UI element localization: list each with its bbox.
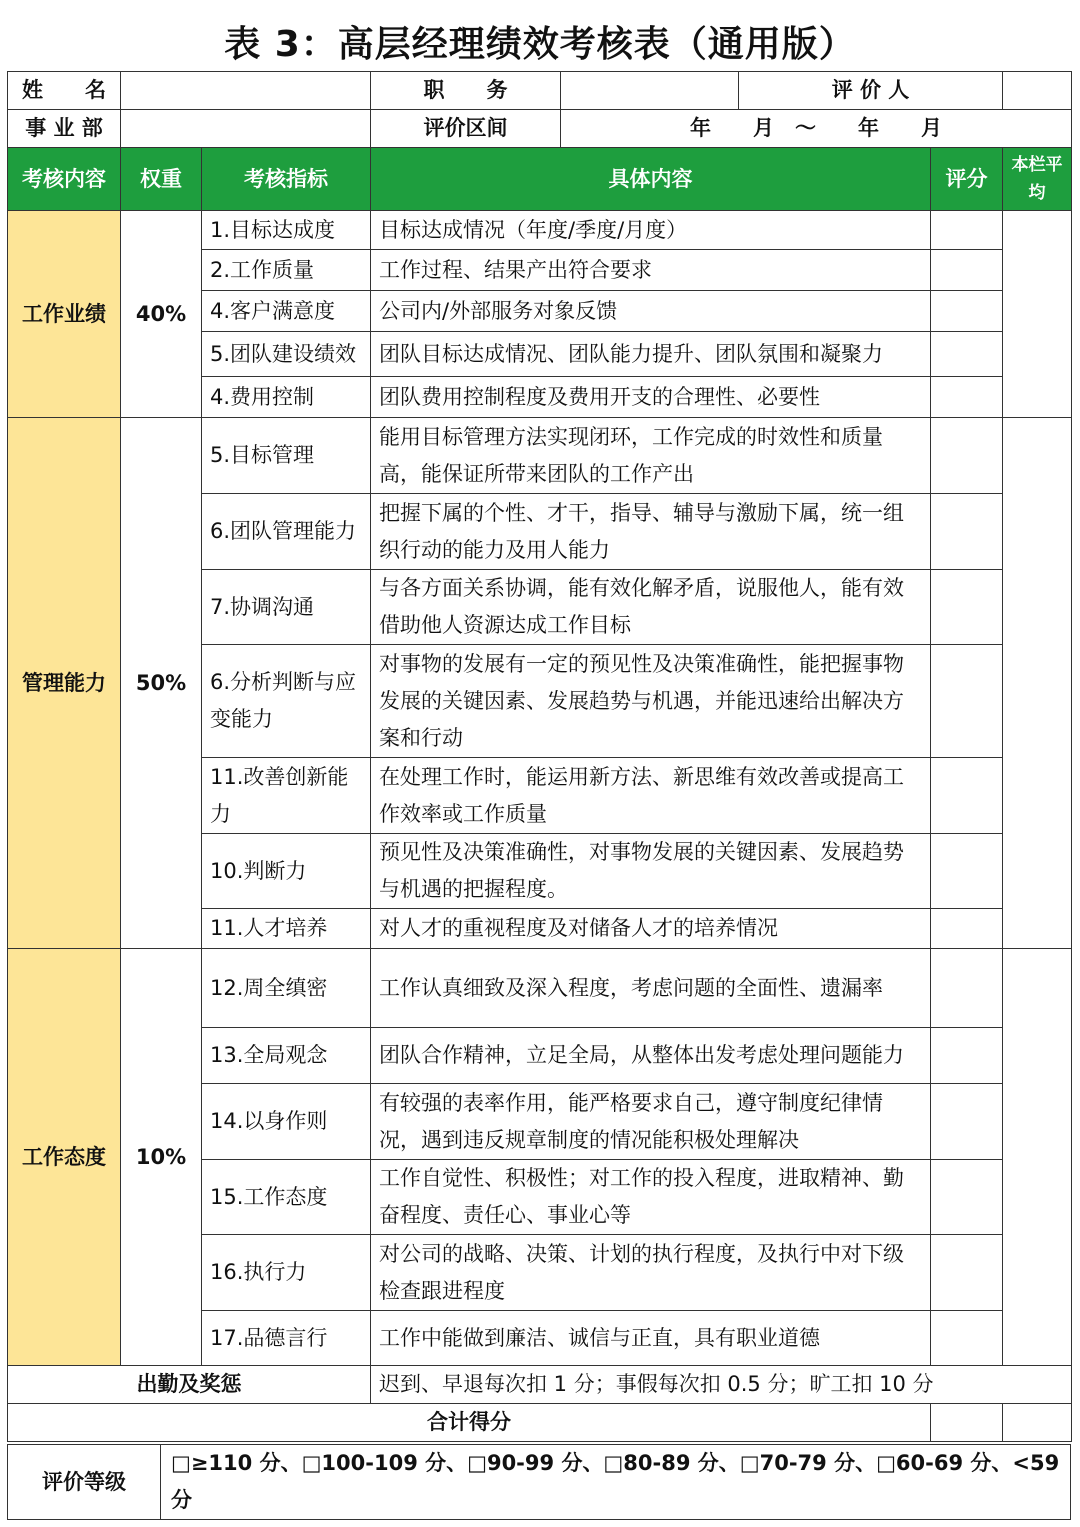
score-field[interactable] [931, 1235, 1003, 1311]
dept-label: 事 业 部 [8, 110, 121, 148]
detail-cell: 工作认真细致及深入程度，考虑问题的全面性、遗漏率 [371, 949, 931, 1028]
col-content: 考核内容 [8, 148, 121, 211]
section-avg-field[interactable] [1003, 211, 1072, 418]
detail-cell: 公司内/外部服务对象反馈 [371, 291, 931, 332]
score-field[interactable] [931, 834, 1003, 909]
indicator-cell: 4.费用控制 [202, 377, 371, 418]
detail-cell: 团队费用控制程度及费用开支的合理性、必要性 [371, 377, 931, 418]
detail-cell: 工作自觉性、积极性；对工作的投入程度，进取精神、勤奋程度、责任心、事业心等 [371, 1160, 931, 1235]
score-field[interactable] [931, 758, 1003, 834]
detail-cell: 对人才的重视程度及对储备人才的培养情况 [371, 909, 931, 949]
indicator-cell: 11.人才培养 [202, 909, 371, 949]
score-field[interactable] [931, 1028, 1003, 1084]
evaluator-field[interactable] [1003, 72, 1072, 110]
detail-cell: 有较强的表率作用，能严格要求自己，遵守制度纪律情况，遇到违反规章制度的情况能积极处理解决 [371, 1084, 931, 1160]
detail-cell: 在处理工作时，能运用新方法、新思维有效改善或提高工作效率或工作质量 [371, 758, 931, 834]
detail-cell: 预见性及决策准确性，对事物发展的关键因素、发展趋势与机遇的把握程度。 [371, 834, 931, 909]
score-field[interactable] [931, 377, 1003, 418]
col-indicator: 考核指标 [202, 148, 371, 211]
score-field[interactable] [931, 949, 1003, 1028]
table-row [8, 211, 1072, 250]
detail-cell: 与各方面关系协调，能有效化解矛盾，说服他人，能有效借助他人资源达成工作目标 [371, 570, 931, 645]
grade-label: 评价等级 [8, 1445, 161, 1520]
indicator-cell: 7.协调沟通 [202, 570, 371, 645]
grade-table [7, 1444, 1071, 1520]
name-field[interactable] [121, 72, 371, 110]
page-title: 表 3：高层经理绩效考核表（通用版） [224, 24, 856, 65]
weight-cell: 40% [121, 211, 202, 418]
score-field[interactable] [931, 1311, 1003, 1366]
col-detail: 具体内容 [371, 148, 931, 211]
indicator-cell: 16.执行力 [202, 1235, 371, 1311]
score-field[interactable] [931, 1160, 1003, 1235]
indicator-cell: 1.目标达成度 [202, 211, 371, 250]
score-field[interactable] [931, 211, 1003, 250]
total-avg-field[interactable] [1003, 1404, 1072, 1442]
col-score: 评分 [931, 148, 1003, 211]
position-label: 职 务 [371, 72, 561, 110]
detail-cell: 工作过程、结果产出符合要求 [371, 250, 931, 291]
detail-cell: 能用目标管理方法实现闭环，工作完成的时效性和质量高，能保证所带来团队的工作产出 [371, 418, 931, 494]
indicator-cell: 13.全局观念 [202, 1028, 371, 1084]
grade-options[interactable]: □≥110 分、□100-109 分、□90-99 分、□80-89 分、□70-79 分、□60-69 分、<59 分 [161, 1445, 1071, 1520]
score-field[interactable] [931, 645, 1003, 758]
indicator-cell: 2.工作质量 [202, 250, 371, 291]
score-field[interactable] [931, 494, 1003, 570]
indicator-cell: 12.周全缜密 [202, 949, 371, 1028]
score-field[interactable] [931, 570, 1003, 645]
total-score-field[interactable] [931, 1404, 1003, 1442]
period-label: 评价区间 [371, 110, 561, 148]
indicator-cell: 4.客户满意度 [202, 291, 371, 332]
detail-cell: 对事物的发展有一定的预见性及决策准确性，能把握事物发展的关键因素、发展趋势与机遇，并能迅速给出解决方案和行动 [371, 645, 931, 758]
indicator-cell: 17.品德言行 [202, 1311, 371, 1366]
score-field[interactable] [931, 291, 1003, 332]
indicator-cell: 14.以身作则 [202, 1084, 371, 1160]
detail-cell: 团队合作精神，立足全局，从整体出发考虑处理问题能力 [371, 1028, 931, 1084]
indicator-cell: 10.判断力 [202, 834, 371, 909]
table-row [8, 418, 1072, 494]
score-field[interactable] [931, 332, 1003, 377]
indicator-cell: 11.改善创新能力 [202, 758, 371, 834]
score-field[interactable] [931, 909, 1003, 949]
section-avg-field[interactable] [1003, 418, 1072, 949]
score-field[interactable] [931, 250, 1003, 291]
detail-cell: 目标达成情况（年度/季度/月度） [371, 211, 931, 250]
table-row [8, 949, 1072, 1028]
weight-cell: 50% [121, 418, 202, 949]
weight-cell: 10% [121, 949, 202, 1366]
category-cell: 管理能力 [8, 418, 121, 949]
indicator-cell: 6.分析判断与应变能力 [202, 645, 371, 758]
detail-cell: 工作中能做到廉洁、诚信与正直，具有职业道德 [371, 1311, 931, 1366]
attendance-label: 出勤及奖惩 [8, 1366, 371, 1404]
indicator-cell: 6.团队管理能力 [202, 494, 371, 570]
col-weight: 权重 [121, 148, 202, 211]
total-label: 合计得分 [8, 1404, 931, 1442]
score-field[interactable] [931, 1084, 1003, 1160]
appraisal-table [7, 71, 1072, 1442]
evaluator-label: 评 价 人 [739, 72, 1003, 110]
period-field[interactable]: 年 月 ～ 年 月 [561, 110, 1072, 148]
detail-cell: 对公司的战略、决策、计划的执行程度，及执行中对下级检查跟进程度 [371, 1235, 931, 1311]
attendance-detail: 迟到、早退每次扣 1 分；事假每次扣 0.5 分；旷工扣 10 分 [371, 1366, 1072, 1404]
score-field[interactable] [931, 418, 1003, 494]
col-avg: 本栏平均 [1003, 148, 1072, 211]
indicator-cell: 15.工作态度 [202, 1160, 371, 1235]
dept-field[interactable] [121, 110, 371, 148]
category-cell: 工作态度 [8, 949, 121, 1366]
indicator-cell: 5.团队建设绩效 [202, 332, 371, 377]
position-field[interactable] [561, 72, 739, 110]
name-label: 姓 名 [8, 72, 121, 110]
section-avg-field[interactable] [1003, 949, 1072, 1366]
detail-cell: 把握下属的个性、才干，指导、辅导与激励下属，统一组织行动的能力及用人能力 [371, 494, 931, 570]
indicator-cell: 5.目标管理 [202, 418, 371, 494]
detail-cell: 团队目标达成情况、团队能力提升、团队氛围和凝聚力 [371, 332, 931, 377]
category-cell: 工作业绩 [8, 211, 121, 418]
